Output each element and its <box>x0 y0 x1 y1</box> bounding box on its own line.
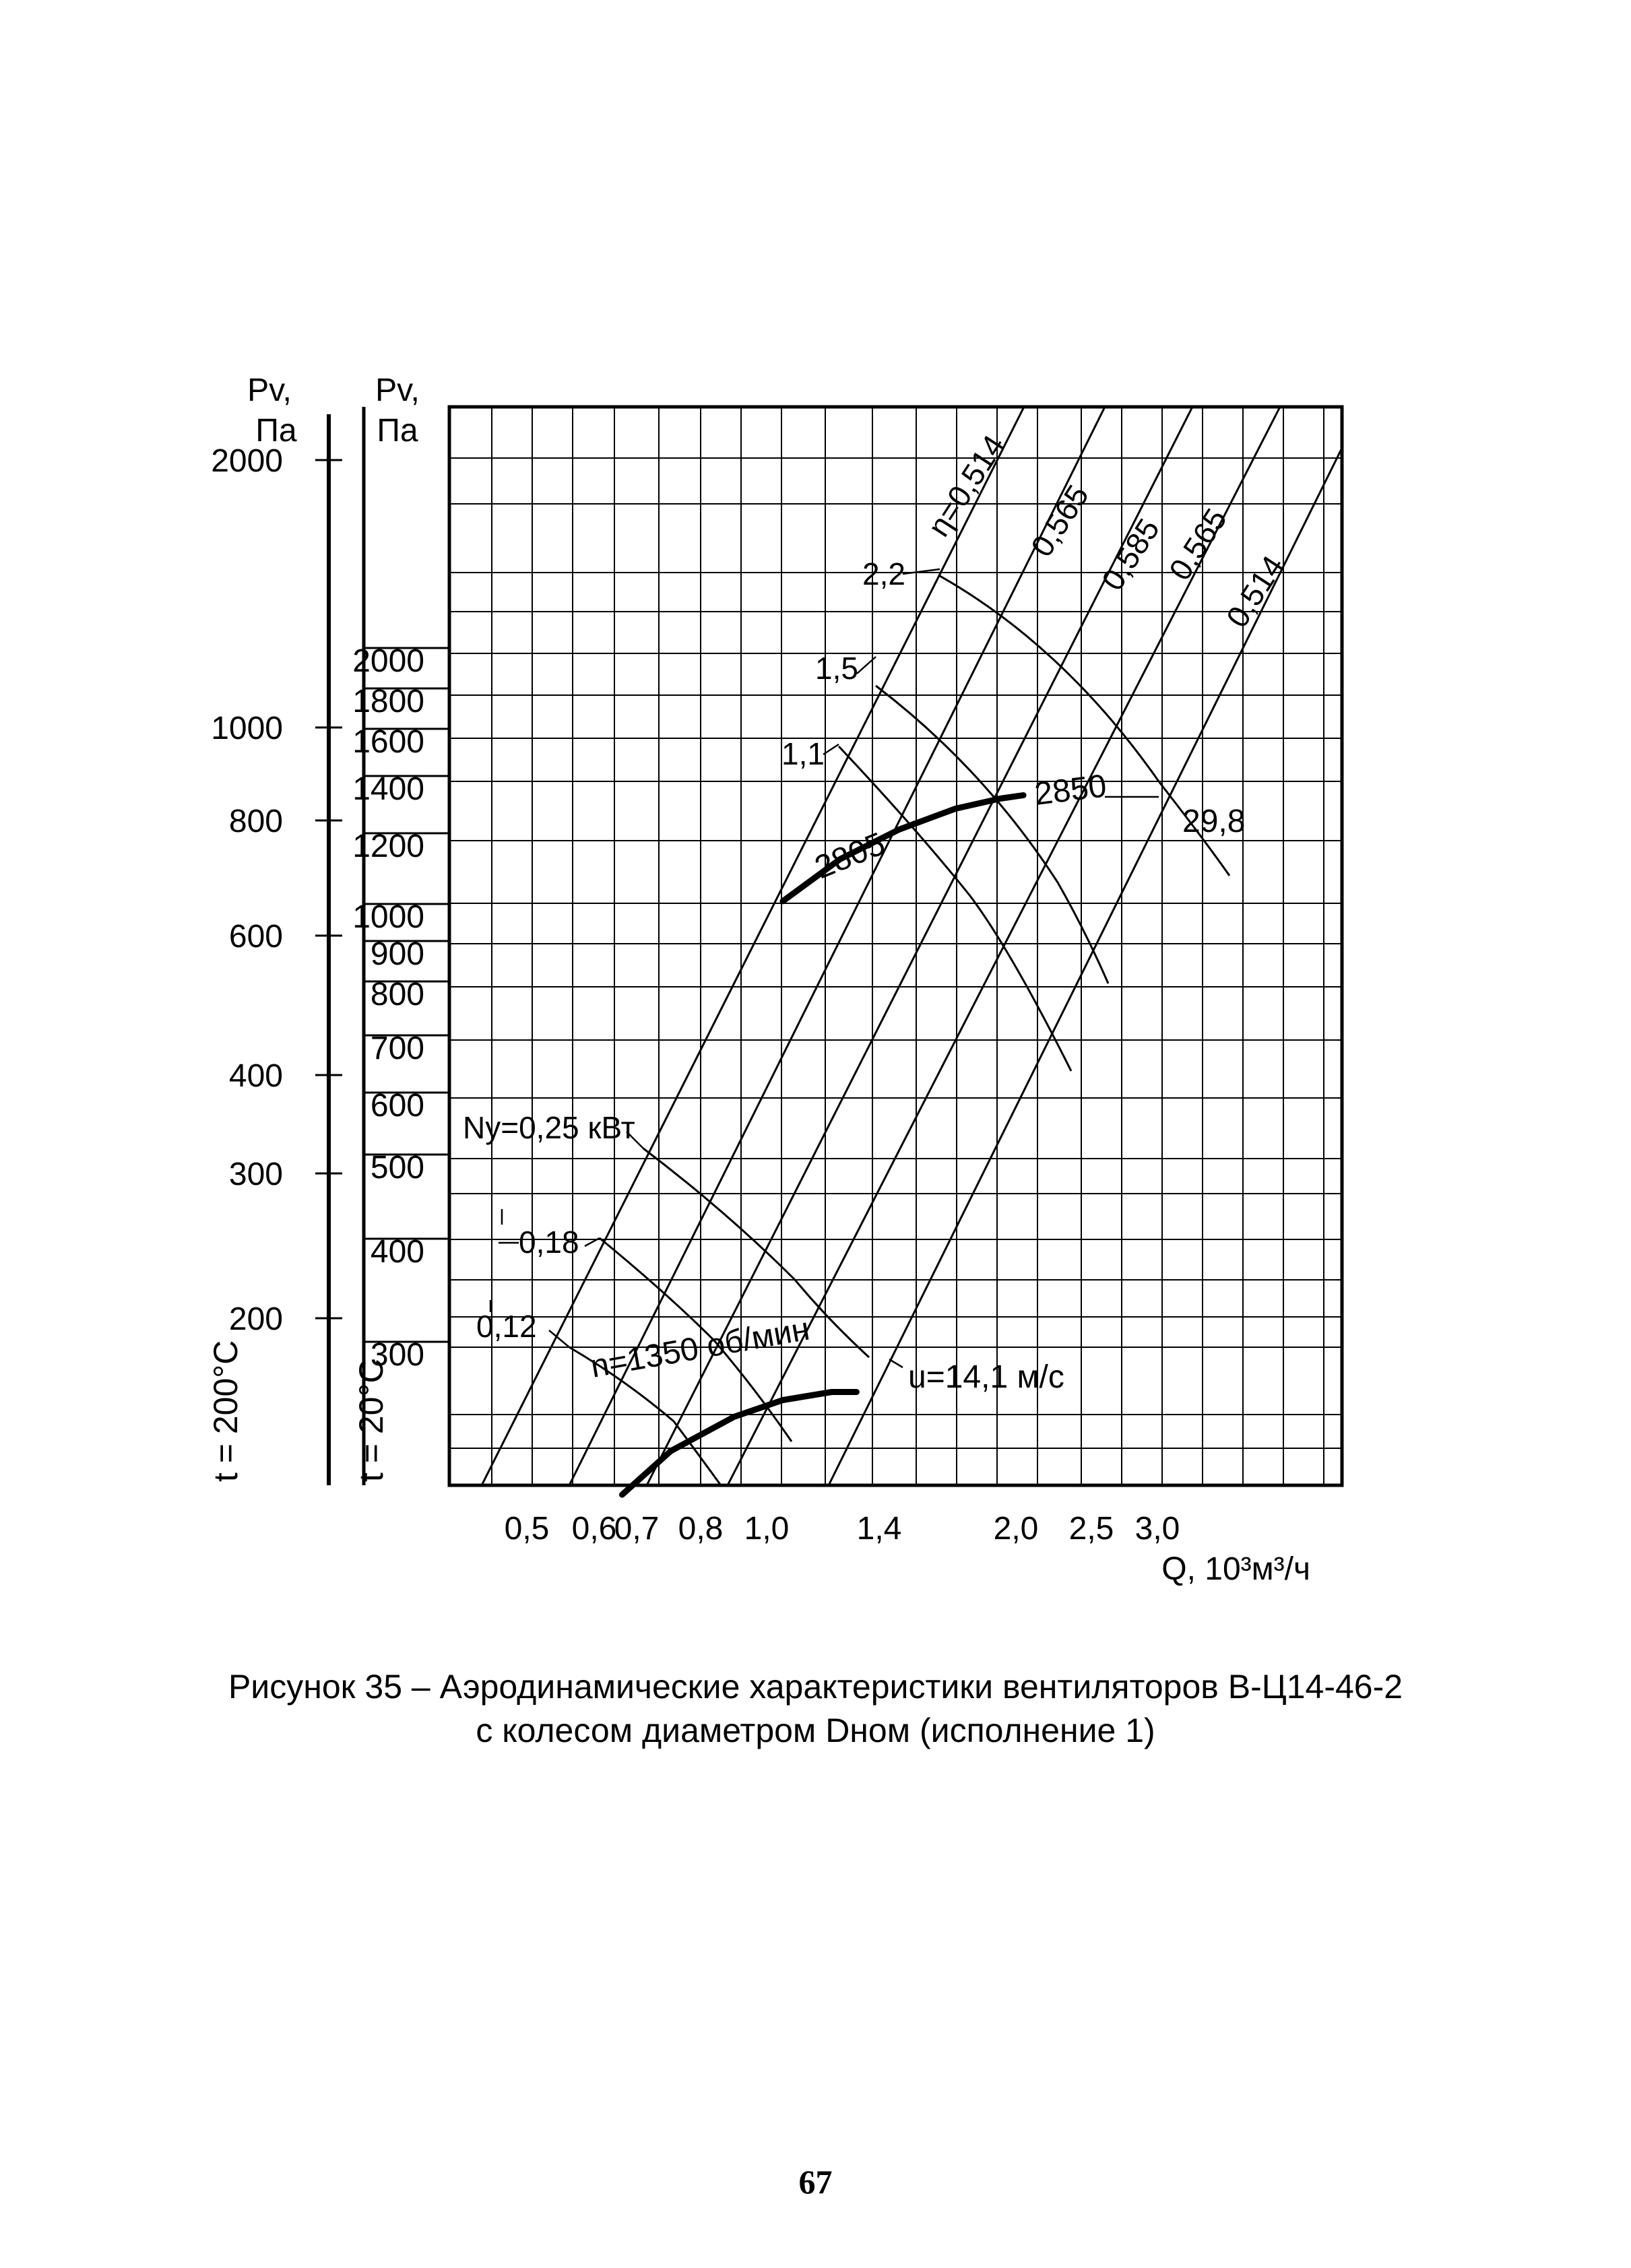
efficiency-label-0565-left: 0,565 <box>1023 478 1096 563</box>
y-unit-200c-line1: Pv, <box>247 372 292 408</box>
speed-label-2805: 2805 <box>810 826 891 886</box>
series-curve-2 <box>899 796 1024 830</box>
x-tick-label-3: 0,8 <box>678 1511 724 1547</box>
tick-label-20c-0: 2000 <box>352 643 424 679</box>
x-tick-labels <box>505 1511 1180 1547</box>
x-tick-label-4: 1,0 <box>744 1511 790 1547</box>
tick-label-20c-5: 1000 <box>352 899 424 935</box>
power-label-22: 2,2 <box>862 556 905 591</box>
x-tick-label-2: 0,7 <box>614 1511 660 1547</box>
ticks-200c <box>211 443 342 1337</box>
temp-label-200c: t = 200°C <box>207 1340 245 1482</box>
tick-label-200c-3: 600 <box>228 919 283 954</box>
page-number: 67 <box>798 2163 833 2201</box>
efficiency-label-0585: 0,585 <box>1094 512 1167 597</box>
tick-label-20c-1: 1800 <box>352 684 424 719</box>
x-tick-label-5: 1,4 <box>856 1511 902 1547</box>
x-tick-label-1: 0,6 <box>571 1511 617 1547</box>
x-axis-label: Q, 10³м³/ч <box>1161 1551 1310 1587</box>
figure-caption-line1: Рисунок 35 – Аэродинамические характеристики вентиляторов В-Ц14-46-2 <box>228 1668 1403 1706</box>
tick-label-200c-4: 400 <box>228 1058 283 1094</box>
efficiency-line-1 <box>569 407 1105 1485</box>
efficiency-label-0514-right: 0,514 <box>1219 549 1291 634</box>
y-unit-200c-line2: Па <box>255 413 297 449</box>
tick-label-200c-1: 1000 <box>211 711 283 746</box>
ticks-20c <box>352 643 449 1373</box>
efficiency-lines <box>482 407 1342 1485</box>
tip-speed-label-low: u=14,1 м/с <box>908 1359 1064 1395</box>
tick-label-20c-4: 1200 <box>352 829 424 864</box>
tick-label-200c-6: 200 <box>228 1301 283 1337</box>
figure-caption-line2: с колесом диаметром Dном (исполнение 1) <box>476 1712 1155 1749</box>
tick-label-20c-11: 400 <box>370 1234 424 1270</box>
power-label-012: 0,12 <box>476 1309 537 1344</box>
efficiency-label-group <box>921 429 1291 634</box>
tick-label-20c-6: 900 <box>370 936 424 972</box>
speed-label-1350: n=1350 об/мин <box>587 1311 812 1385</box>
y-unit-20c-line1: Pv, <box>375 372 420 408</box>
power-label-group <box>463 556 905 1344</box>
x-tick-label-7: 2,5 <box>1068 1511 1114 1547</box>
tick-label-20c-2: 1600 <box>352 724 424 760</box>
temp-label-20c: t = 20°C <box>352 1359 390 1482</box>
tick-label-20c-12: 300 <box>370 1337 424 1373</box>
power-label-11: 1,1 <box>781 736 825 771</box>
speed-label-2850: 2850 <box>1032 768 1109 812</box>
tip-speed-label-high: 29,8 <box>1182 804 1246 839</box>
x-tick-label-8: 3,0 <box>1134 1511 1180 1547</box>
tick-label-20c-9: 600 <box>370 1088 424 1124</box>
tick-label-20c-7: 800 <box>370 977 424 1012</box>
tick-label-200c-2: 800 <box>228 804 283 839</box>
power-curve-1 <box>876 686 1108 983</box>
efficiency-label-0514-left: η=0,514 <box>920 428 1012 543</box>
x-tick-label-6: 2,0 <box>993 1511 1039 1547</box>
y-unit-20c-line2: Па <box>377 413 418 449</box>
tick-label-200c-0: 2000 <box>211 443 283 479</box>
power-label-025: Ny=0,25 кВт <box>463 1110 635 1145</box>
tick-label-200c-5: 300 <box>228 1157 283 1192</box>
power-label-018: 0,18 <box>519 1225 579 1260</box>
tick-label-20c-8: 700 <box>370 1031 424 1066</box>
power-label-15: 1,5 <box>815 651 858 686</box>
tick-label-20c-3: 1400 <box>352 771 424 807</box>
x-tick-label-0: 0,5 <box>504 1511 550 1547</box>
tick-label-20c-10: 500 <box>370 1150 424 1186</box>
efficiency-label-0565-right: 0,565 <box>1161 502 1234 587</box>
